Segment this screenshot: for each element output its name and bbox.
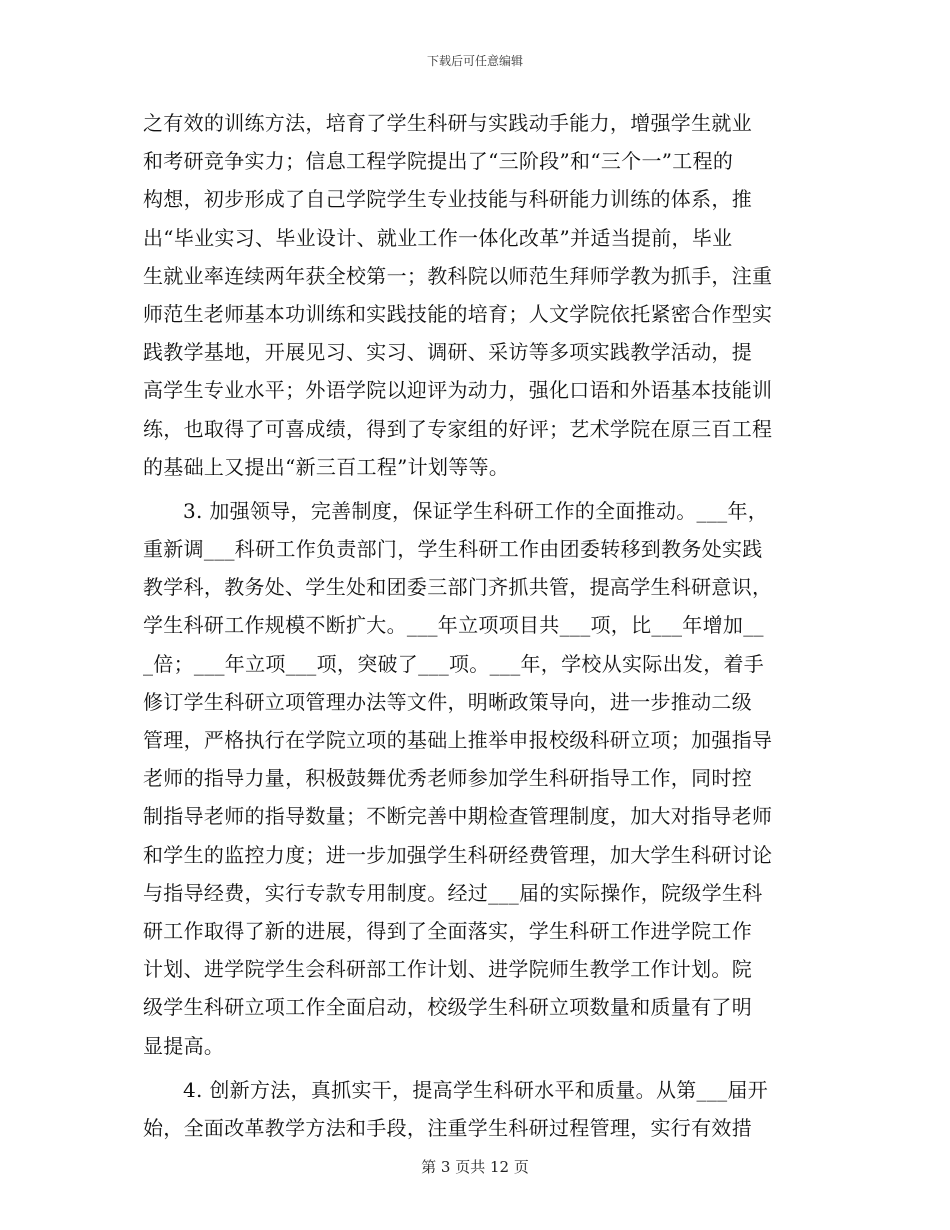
document-body [143,104,808,1147]
text-line: 师范生老师基本功训练和实践技能的培育；人文学院依托紧密合作型实 [143,301,773,326]
text-line: 老师的指导力量，积极鼓舞优秀老师参加学生科研指导工作，同时控 [143,766,752,791]
text-line: 制指导老师的指导数量；不断完善中期检查管理制度，加大对指导老师 [143,804,773,829]
text-line: 出“毕业实习、毕业设计、就业工作一体化改革”并适当提前，毕业 [143,225,733,250]
text-line: 4. 创新方法，真抓实干，提高学生科研水平和质量。从第___届开 [183,1077,769,1102]
text-line: 管理，严格执行在学院立项的基础上推举申报校级科研立项；加强指导 [143,728,773,752]
text-line: _倍；___年立项___项，突破了___项。___年，学校从实际出发，着手 [143,651,765,676]
paragraph-3 [143,1071,808,1147]
paragraph-2 [143,492,808,1065]
text-line: 践教学基地，开展见习、实习、调研、采访等多项实践教学活动，提 [143,340,752,365]
text-line: 重新调___科研工作负责部门，学生科研工作由团委转移到教务处实践 [143,537,763,562]
text-line: 教学科，教务处、学生处和团委三部门齐抓共管，提高学生科研意识， [143,575,773,600]
text-line: 学生科研工作规模不断扩大。___年立项项目共___项，比___年增加__ [143,613,764,638]
text-line: 计划、进学院学生会科研部工作计划、进学院师生教学工作计划。院 [143,957,752,982]
text-line: 级学生科研立项工作全面启动，校级学生科研立项数量和质量有了明 [143,995,752,1020]
text-line: 显提高。 [143,1033,225,1058]
text-line: 与指导经费，实行专款专用制度。经过___届的实际操作，院级学生科 [143,880,763,905]
text-line: 生就业率连续两年获全校第一；教科院以师范生拜师学教为抓手，注重 [143,263,773,288]
text-line: 的基础上又提出“新三百工程”计划等等。 [143,454,510,479]
text-line: 构想，初步形成了自己学院学生专业技能与科研能力训练的体系，推 [143,187,752,212]
text-line: 之有效的训练方法，培育了学生科研与实践动手能力，增强学生就业 [143,111,752,135]
text-line: 修订学生科研立项管理办法等文件，明晰政策导向，进一步推动二级 [143,689,752,714]
page-footer: 第 3 页共 12 页 [421,1158,529,1176]
text-line: 和学生的监控力度；进一步加强学生科研经费管理，加大学生科研讨论 [143,842,773,867]
text-line: 研工作取得了新的进展，得到了全面落实，学生科研工作进学院工作 [143,918,752,943]
text-line: 3. 加强领导，完善制度，保证学生科研工作的全面推动。___年， [183,498,769,523]
text-line: 练，也取得了可喜成绩，得到了专家组的好评；艺术学院在原三百工程 [143,416,773,441]
text-line: 始，全面改革教学方法和手段，注重学生科研过程管理，实行有效措 [143,1115,752,1140]
text-line: 和考研竞争实力；信息工程学院提出了“三阶段”和“三个一”工程的 [143,149,734,174]
text-line: 高学生专业水平；外语学院以迎评为动力，强化口语和外语基本技能训 [143,378,773,403]
page-header: 下载后可任意编辑 [426,54,523,68]
paragraph-1 [143,104,808,486]
